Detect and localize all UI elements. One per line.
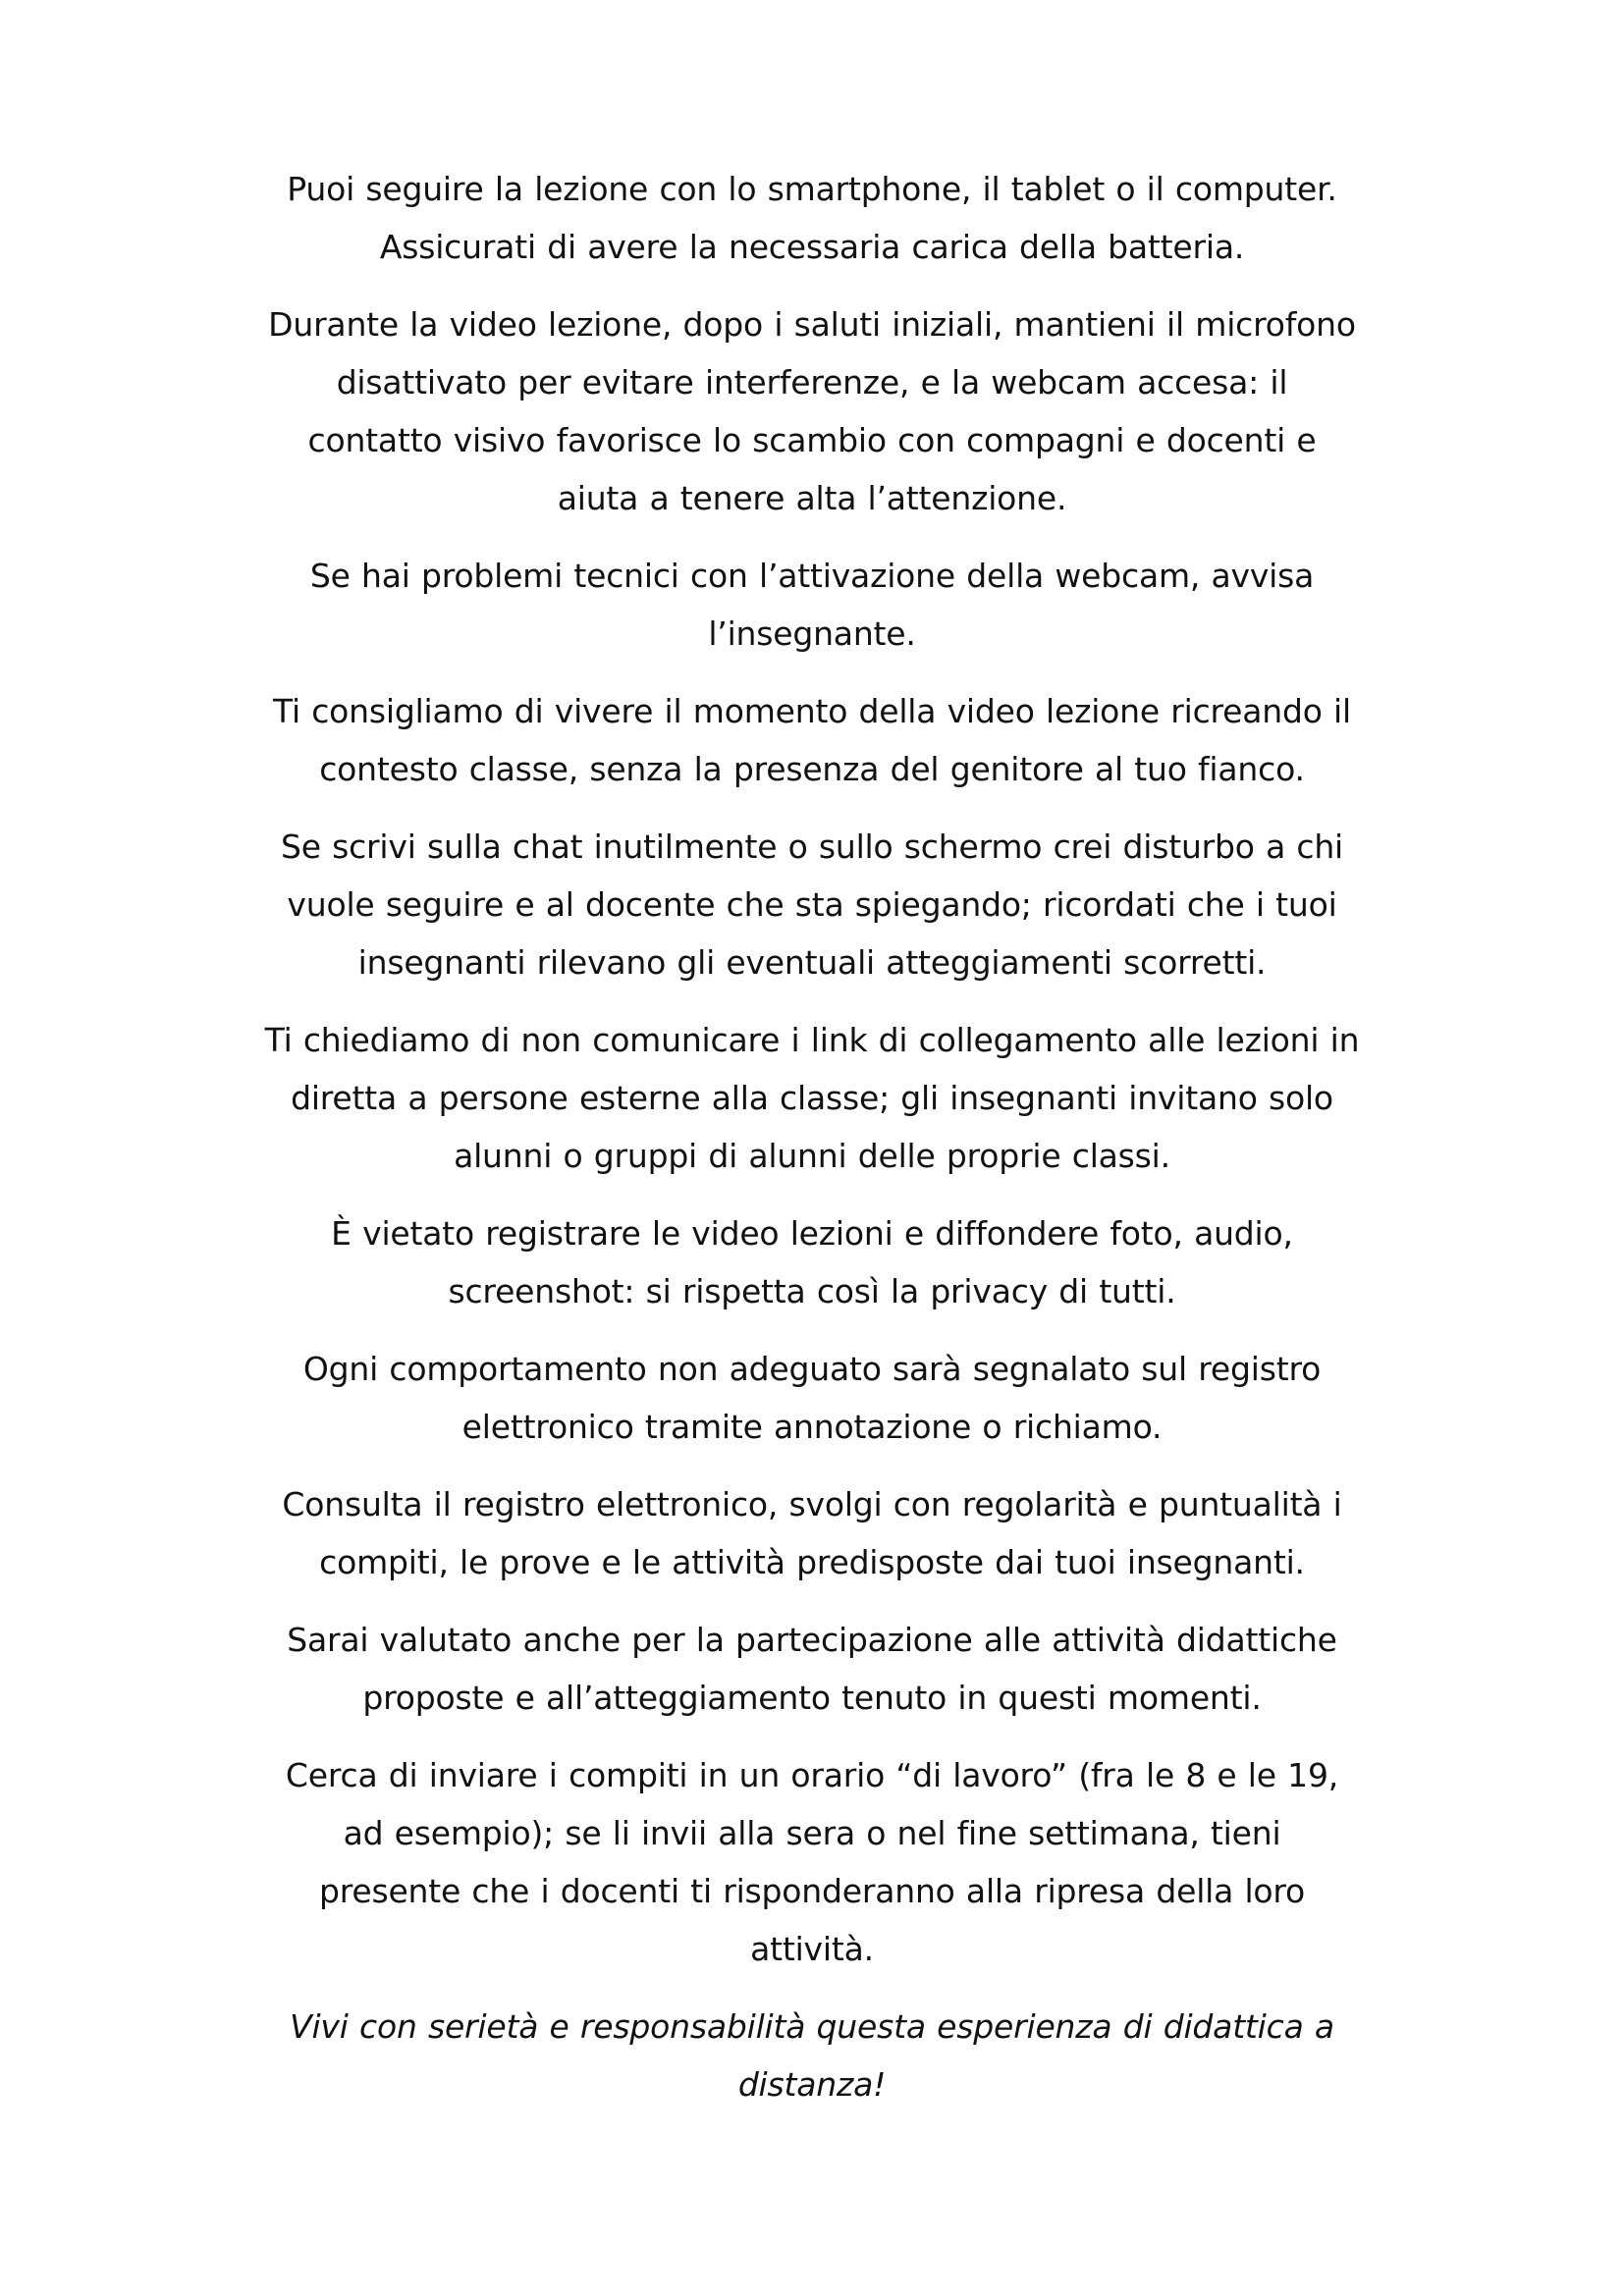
- paragraph-line: compiti, le prove e le attività predisposte dai tuoi insegnanti.: [319, 1543, 1305, 1581]
- paragraph-line: diretta a persone esterne alla classe; gli insegnanti invitano solo: [291, 1079, 1333, 1117]
- document-body: [196, 160, 1428, 2133]
- paragraph-electronic-register: [196, 1475, 1428, 1591]
- paragraph-line: Ti consigliamo di vivere il momento della video lezione ricreando il: [273, 692, 1351, 730]
- paragraph-sanctions: [196, 1340, 1428, 1456]
- paragraph-chat-behavior: [196, 818, 1428, 991]
- paragraph-microphone-webcam: [196, 295, 1428, 527]
- closing-line: Vivi con serietà e responsabilità questa esperienza di didattica a: [290, 2007, 1334, 2046]
- paragraph-line: Se scrivi sulla chat inutilmente o sullo schermo crei disturbo a chi: [280, 828, 1344, 866]
- paragraph-line: aiuta a tenere alta l’attenzione.: [557, 479, 1067, 517]
- paragraph-line: Ti chiediamo di non comunicare i link di collegamento alle lezioni in: [264, 1021, 1360, 1059]
- paragraph-line: ad esempio); se li invii alla sera o nel fine settimana, tieni: [343, 1814, 1281, 1852]
- paragraph-homework-timing: [196, 1746, 1428, 1978]
- paragraph-line: Puoi seguire la lezione con lo smartphone, il tablet o il computer.: [287, 170, 1337, 208]
- paragraph-recording-ban: [196, 1204, 1428, 1320]
- paragraph-line: contatto visivo favorisce lo scambio con compagni e docenti e: [307, 421, 1317, 459]
- paragraph-line: Ogni comportamento non adeguato sarà segnalato sul registro: [302, 1350, 1322, 1388]
- paragraph-evaluation: [196, 1611, 1428, 1727]
- closing-line: distanza!: [737, 2065, 887, 2104]
- paragraph-line: alunni o gruppi di alunni delle proprie classi.: [454, 1137, 1170, 1175]
- paragraph-line: Se hai problemi tecnici con l’attivazione della webcam, avvisa: [309, 557, 1315, 595]
- paragraph-line: Sarai valutato anche per la partecipazione alle attività didattiche: [287, 1621, 1337, 1659]
- paragraph-technical-problems: [196, 547, 1428, 663]
- paragraph-devices: [196, 160, 1428, 276]
- paragraph-class-context: [196, 682, 1428, 798]
- paragraph-line: attività.: [750, 1930, 874, 1968]
- paragraph-line: presente che i docenti ti risponderanno alla ripresa della loro: [318, 1872, 1306, 1910]
- paragraph-line: È vietato registrare le video lezioni e diffondere foto, audio,: [331, 1214, 1293, 1253]
- paragraph-links-sharing: [196, 1011, 1428, 1185]
- paragraph-line: contesto classe, senza la presenza del genitore al tuo fianco.: [319, 750, 1305, 788]
- paragraph-line: Consulta il registro elettronico, svolgi con regolarità e puntualità i: [282, 1485, 1342, 1523]
- closing-statement: [196, 1998, 1428, 2113]
- paragraph-line: Assicurati di avere la necessaria carica della batteria.: [379, 228, 1245, 266]
- paragraph-line: vuole seguire e al docente che sta spiegando; ricordati che i tuoi: [287, 885, 1337, 924]
- paragraph-line: insegnanti rilevano gli eventuali atteggiamenti scorretti.: [357, 943, 1267, 982]
- paragraph-line: screenshot: si rispetta così la privacy di tutti.: [448, 1272, 1176, 1310]
- paragraph-line: elettronico tramite annotazione o richiamo.: [461, 1408, 1163, 1446]
- paragraph-line: Durante la video lezione, dopo i saluti iniziali, mantieni il microfono: [268, 305, 1356, 344]
- paragraph-line: proposte e all’atteggiamento tenuto in questi momenti.: [362, 1679, 1262, 1717]
- paragraph-line: disattivato per evitare interferenze, e la webcam accesa: il: [336, 363, 1288, 401]
- paragraph-line: l’insegnante.: [708, 614, 916, 653]
- paragraph-line: Cerca di inviare i compiti in un orario “di lavoro” (fra le 8 e le 19,: [285, 1756, 1339, 1794]
